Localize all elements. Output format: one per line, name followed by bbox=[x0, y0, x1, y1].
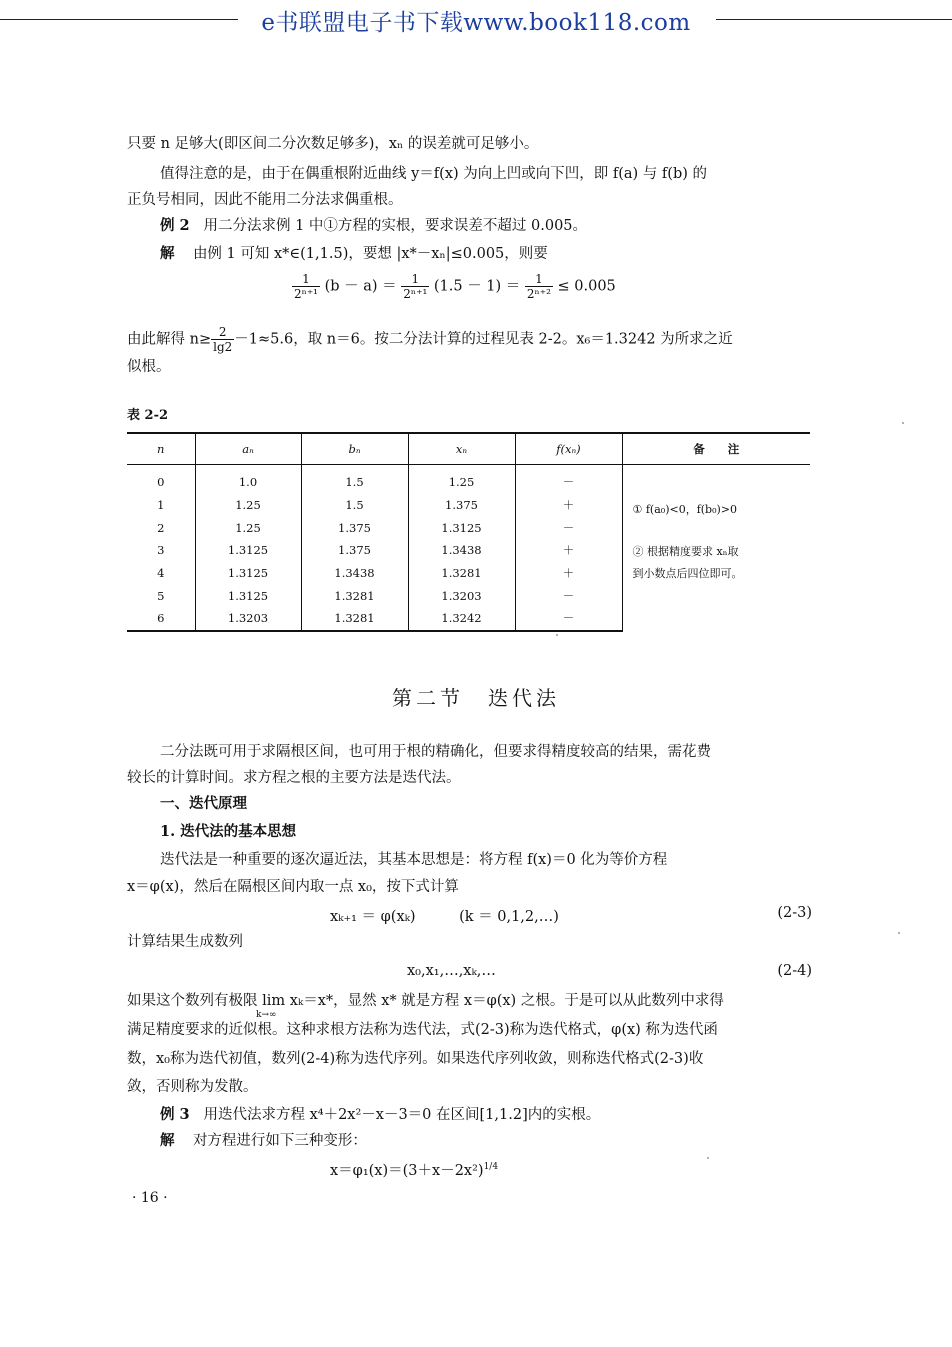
col-header-note: 备 注 bbox=[622, 433, 810, 465]
paragraph-2b: 正负号相同，因此不能用二分法求偶重根。 bbox=[127, 192, 403, 208]
col-header-fxn: f(xₙ) bbox=[515, 433, 622, 465]
section-intro-b: 较长的计算时间。求方程之根的主要方法是迭代法。 bbox=[127, 770, 461, 786]
note-2a: ② 根据精度要求 xₙ取 bbox=[632, 544, 739, 558]
table-row: 0 1.0 1.5 1.25 － ① f(a₀)<0，f(b₀)>0 ② 根据精度要求 xₙ取 到小数点后四位即可。 bbox=[127, 465, 810, 494]
section-title: 第二节 迭代法 bbox=[392, 686, 560, 710]
example-2-text: 用二分法求例 1 中①方程的实根，要求误差不超过 0.005。 bbox=[203, 218, 588, 234]
equation-2-3: xₖ₊₁ ＝ φ(xₖ) (k ＝ 0,1,2,…) bbox=[330, 909, 559, 925]
table-row: 5 1.3125 1.3281 1.3203 － bbox=[127, 584, 810, 607]
limit-subscript: k→∞ bbox=[256, 1010, 277, 1020]
header-title: e书联盟电子书下载www.book118.com bbox=[261, 10, 691, 36]
table-note bbox=[622, 465, 810, 631]
solution-3-text: 对方程进行如下三种变形： bbox=[192, 1133, 367, 1149]
heading-iteration-principle: 一、迭代原理 bbox=[160, 795, 247, 812]
equation-phi1-exponent: 1/4 bbox=[483, 1162, 499, 1173]
paragraph-1: 只要 n 足够大(即区间二分次数足够多)，xₙ 的误差就可足够小。 bbox=[127, 136, 539, 152]
example-3-label: 例 3 bbox=[160, 1106, 190, 1123]
paragraph-2a: 值得注意的是，由于在偶重根附近曲线 y＝f(x) 为向上凹或向下凹，即 f(a) 与 f(b) 的 bbox=[160, 166, 707, 182]
paragraph-q3d: 敛，否则称为发散。 bbox=[127, 1079, 258, 1095]
paragraph-q3b: 满足精度要求的近似根。这种求根方法称为迭代法，式(2-3)称为迭代格式，φ(x) 称为迭代函 bbox=[127, 1022, 718, 1038]
solution-3-label: 解 bbox=[160, 1132, 175, 1149]
col-header-an: aₙ bbox=[195, 433, 301, 465]
page-number: · 16 · bbox=[132, 1190, 168, 1206]
example-2 bbox=[160, 216, 845, 236]
solution-line bbox=[160, 244, 845, 264]
solution-label: 解 bbox=[160, 245, 175, 262]
paragraph-3b: 似根。 bbox=[127, 359, 171, 375]
solution-3-line bbox=[160, 1131, 845, 1151]
equation-2-3-number: (2-3) bbox=[777, 905, 812, 921]
paragraph-3a: 由此解得 n≥ $\frac{2}{\lg 2}$ －1≈5.6，取 n＝6。按二分法计算的过程见表 2-2。x₆＝1.3242 为所求之近 bbox=[127, 325, 733, 354]
col-header-n: n bbox=[127, 433, 195, 465]
note-1: ① f(a₀)<0，f(b₀)>0 bbox=[632, 502, 738, 516]
heading-basic-idea: 1. 迭代法的基本思想 bbox=[160, 823, 297, 840]
table-row: 4 1.3125 1.3438 1.3281 ＋ bbox=[127, 562, 810, 585]
fraction-3: $\frac{1}{\text{2ⁿ⁺²}}$ bbox=[526, 272, 551, 301]
section-intro-a: 二分法既可用于求隔根区间，也可用于根的精确化，但要求得精度较高的结果，需花费 bbox=[160, 744, 711, 760]
fraction-lg2: $\frac{2}{\lg 2}$ bbox=[213, 325, 233, 354]
fraction-1: $\frac{1}{\text{2ⁿ⁺¹}}$ bbox=[294, 272, 318, 301]
equation-2-4-number: (2-4) bbox=[777, 963, 812, 979]
scan-speck bbox=[556, 634, 558, 636]
paragraph-q3a: 如果这个数列有极限 lim xₖ＝x*，显然 x* 就是方程 x＝φ(x) 之根。于是可以从此数列中求得 bbox=[127, 993, 724, 1009]
table-row: 6 1.3203 1.3281 1.3242 － bbox=[127, 607, 810, 631]
paragraph-q1a: 迭代法是一种重要的逐次逼近法，其基本思想是：将方程 f(x)＝0 化为等价方程 bbox=[160, 852, 668, 868]
paragraph-q1b: x＝φ(x)，然后在隔根区间内取一点 x₀，按下式计算 bbox=[127, 879, 459, 895]
col-header-xn: xₙ bbox=[408, 433, 515, 465]
note-2b: 到小数点后四位即可。 bbox=[632, 566, 743, 580]
paragraph-q2: 计算结果生成数列 bbox=[127, 934, 243, 950]
scan-speck bbox=[707, 1157, 709, 1159]
scan-speck bbox=[902, 422, 904, 424]
table-header-row bbox=[127, 433, 810, 465]
scan-speck bbox=[898, 932, 900, 934]
col-header-bn: bₙ bbox=[301, 433, 408, 465]
fraction-2: $\frac{1}{\text{2ⁿ⁺¹}}$ bbox=[403, 272, 428, 301]
equation-error-bound: $\frac{1}{\text{2ⁿ⁺¹}}$ (b － a) ＝ $\frac{1}{\text{2ⁿ⁺¹}}$ (1.5 － 1) ＝ $\frac{1}{\text{2ⁿ⁺²}}$ ≤ 0.005 bbox=[294, 272, 616, 301]
table-row: 2 1.25 1.375 1.3125 － bbox=[127, 516, 810, 539]
equation-phi1: $x=\varphi_1(x)=(3+x-2x^2)^{1/4}$ bbox=[330, 1162, 499, 1179]
paragraph-q3c: 数，x₀称为迭代初值，数列(2-4)称为迭代序列。如果迭代序列收敛，则称迭代格式(2-3)收 bbox=[127, 1051, 704, 1067]
solution-text: 由例 1 可知 x*∈(1,1.5)，要想 |x*－xₙ|≤0.005，则要 bbox=[192, 246, 548, 262]
example-3 bbox=[160, 1105, 845, 1125]
table-row: 1 1.25 1.5 1.375 ＋ bbox=[127, 494, 810, 517]
table-caption: 表 2-2 bbox=[127, 408, 169, 423]
bisection-table bbox=[127, 432, 810, 632]
table-row: 3 1.3125 1.375 1.3438 ＋ bbox=[127, 539, 810, 562]
equation-2-4: x₀,x₁,…,xₖ,… bbox=[407, 963, 496, 979]
example-3-text: 用迭代法求方程 x⁴＋2x²－x－3＝0 在区间[1,1.2]内的实根。 bbox=[203, 1107, 601, 1123]
example-2-label: 例 2 bbox=[160, 217, 190, 234]
